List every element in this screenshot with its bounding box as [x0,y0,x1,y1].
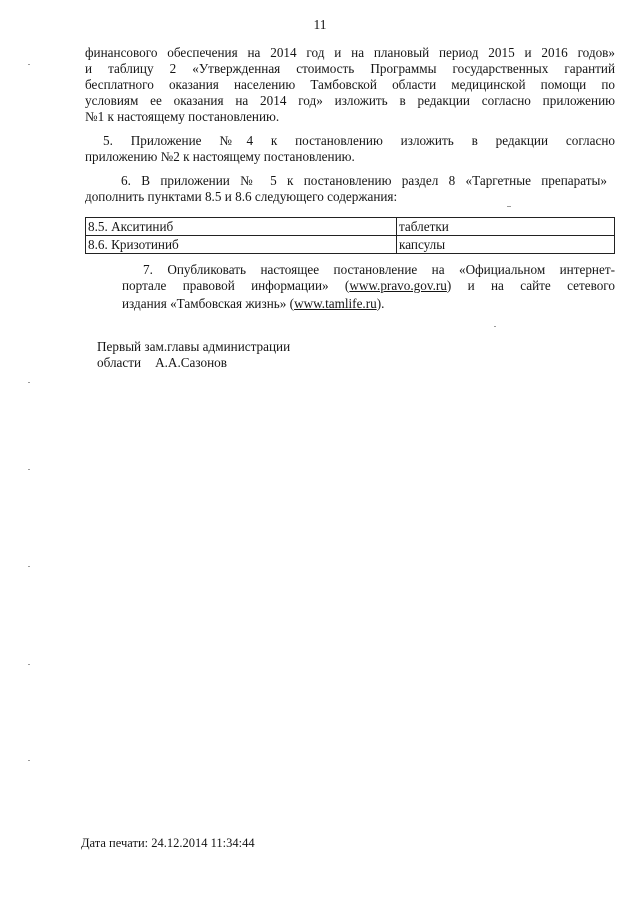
table-cell-form: таблетки [397,218,615,236]
signature-title: Первый зам.главы администрации [97,339,291,354]
signature-region: области [97,355,142,370]
scan-speck [28,469,30,470]
scan-speck [494,326,496,327]
paragraph-5-line-1: 5. Приложение №4 к постановлению изложить в редакции согласно [103,133,615,148]
paragraph-7-line-2 [122,278,615,294]
paragraph-1-line-3: бесплатного оказания населению Тамбовской области медицинской помощи по [85,77,615,92]
paragraph-7-text: портале правовой информации» ( [122,278,350,293]
paragraph-7-line-1: 7. Опубликовать настоящее постановление на «Официальном интернет- [143,262,615,277]
paragraph-1-line-2: и таблицу 2 «Утвержденная стоимость Программы государственных гарантий [85,61,615,76]
scan-speck [28,664,30,665]
print-date: Дата печати: 24.12.2014 11:34:44 [81,836,255,850]
paragraph-5-line-2: приложению №2 к настоящему постановлению. [85,149,355,164]
table-cell-item: 8.5. Акситиниб [86,218,397,236]
table-row [86,236,615,254]
scan-speck [28,760,30,761]
paragraph-7-line-3 [122,296,384,312]
paragraph-7-text: ) и на сайте сетевого [446,278,615,293]
scan-speck [507,206,511,207]
pravo-link[interactable]: www.pravo.gov.ru [349,278,447,293]
paragraph-6-line-1: 6. В приложении № 5 к постановлению раздел 8 «Таргетные препараты» [121,173,607,188]
scan-speck [28,64,30,65]
signature-name: А.А.Сазонов [155,355,227,370]
page-number: 11 [313,17,327,32]
tamlife-link[interactable]: www.tamlife.ru [294,296,377,311]
paragraph-1-line-4: условиям ее оказания на 2014 год» изложить в редакции согласно приложению [85,93,615,108]
signature-line [97,355,227,371]
paragraph-6-line-2: дополнить пунктами 8.5 и 8.6 следующего содержания: [85,189,398,204]
table-cell-item: 8.6. Кризотиниб [86,236,397,254]
paragraph-7-text: ). [376,296,385,311]
drugs-table [85,217,615,254]
paragraph-1-line-5: №1 к настоящему постановлению. [85,109,280,124]
scan-speck [28,382,30,383]
scan-speck [28,566,30,567]
table-row [86,218,615,236]
paragraph-7-text: издания «Тамбовская жизнь» ( [122,296,295,311]
paragraph-1-line-1: финансового обеспечения на 2014 год и на плановый период 2015 и 2016 годов» [85,45,615,60]
table-cell-form: капсулы [397,236,615,254]
